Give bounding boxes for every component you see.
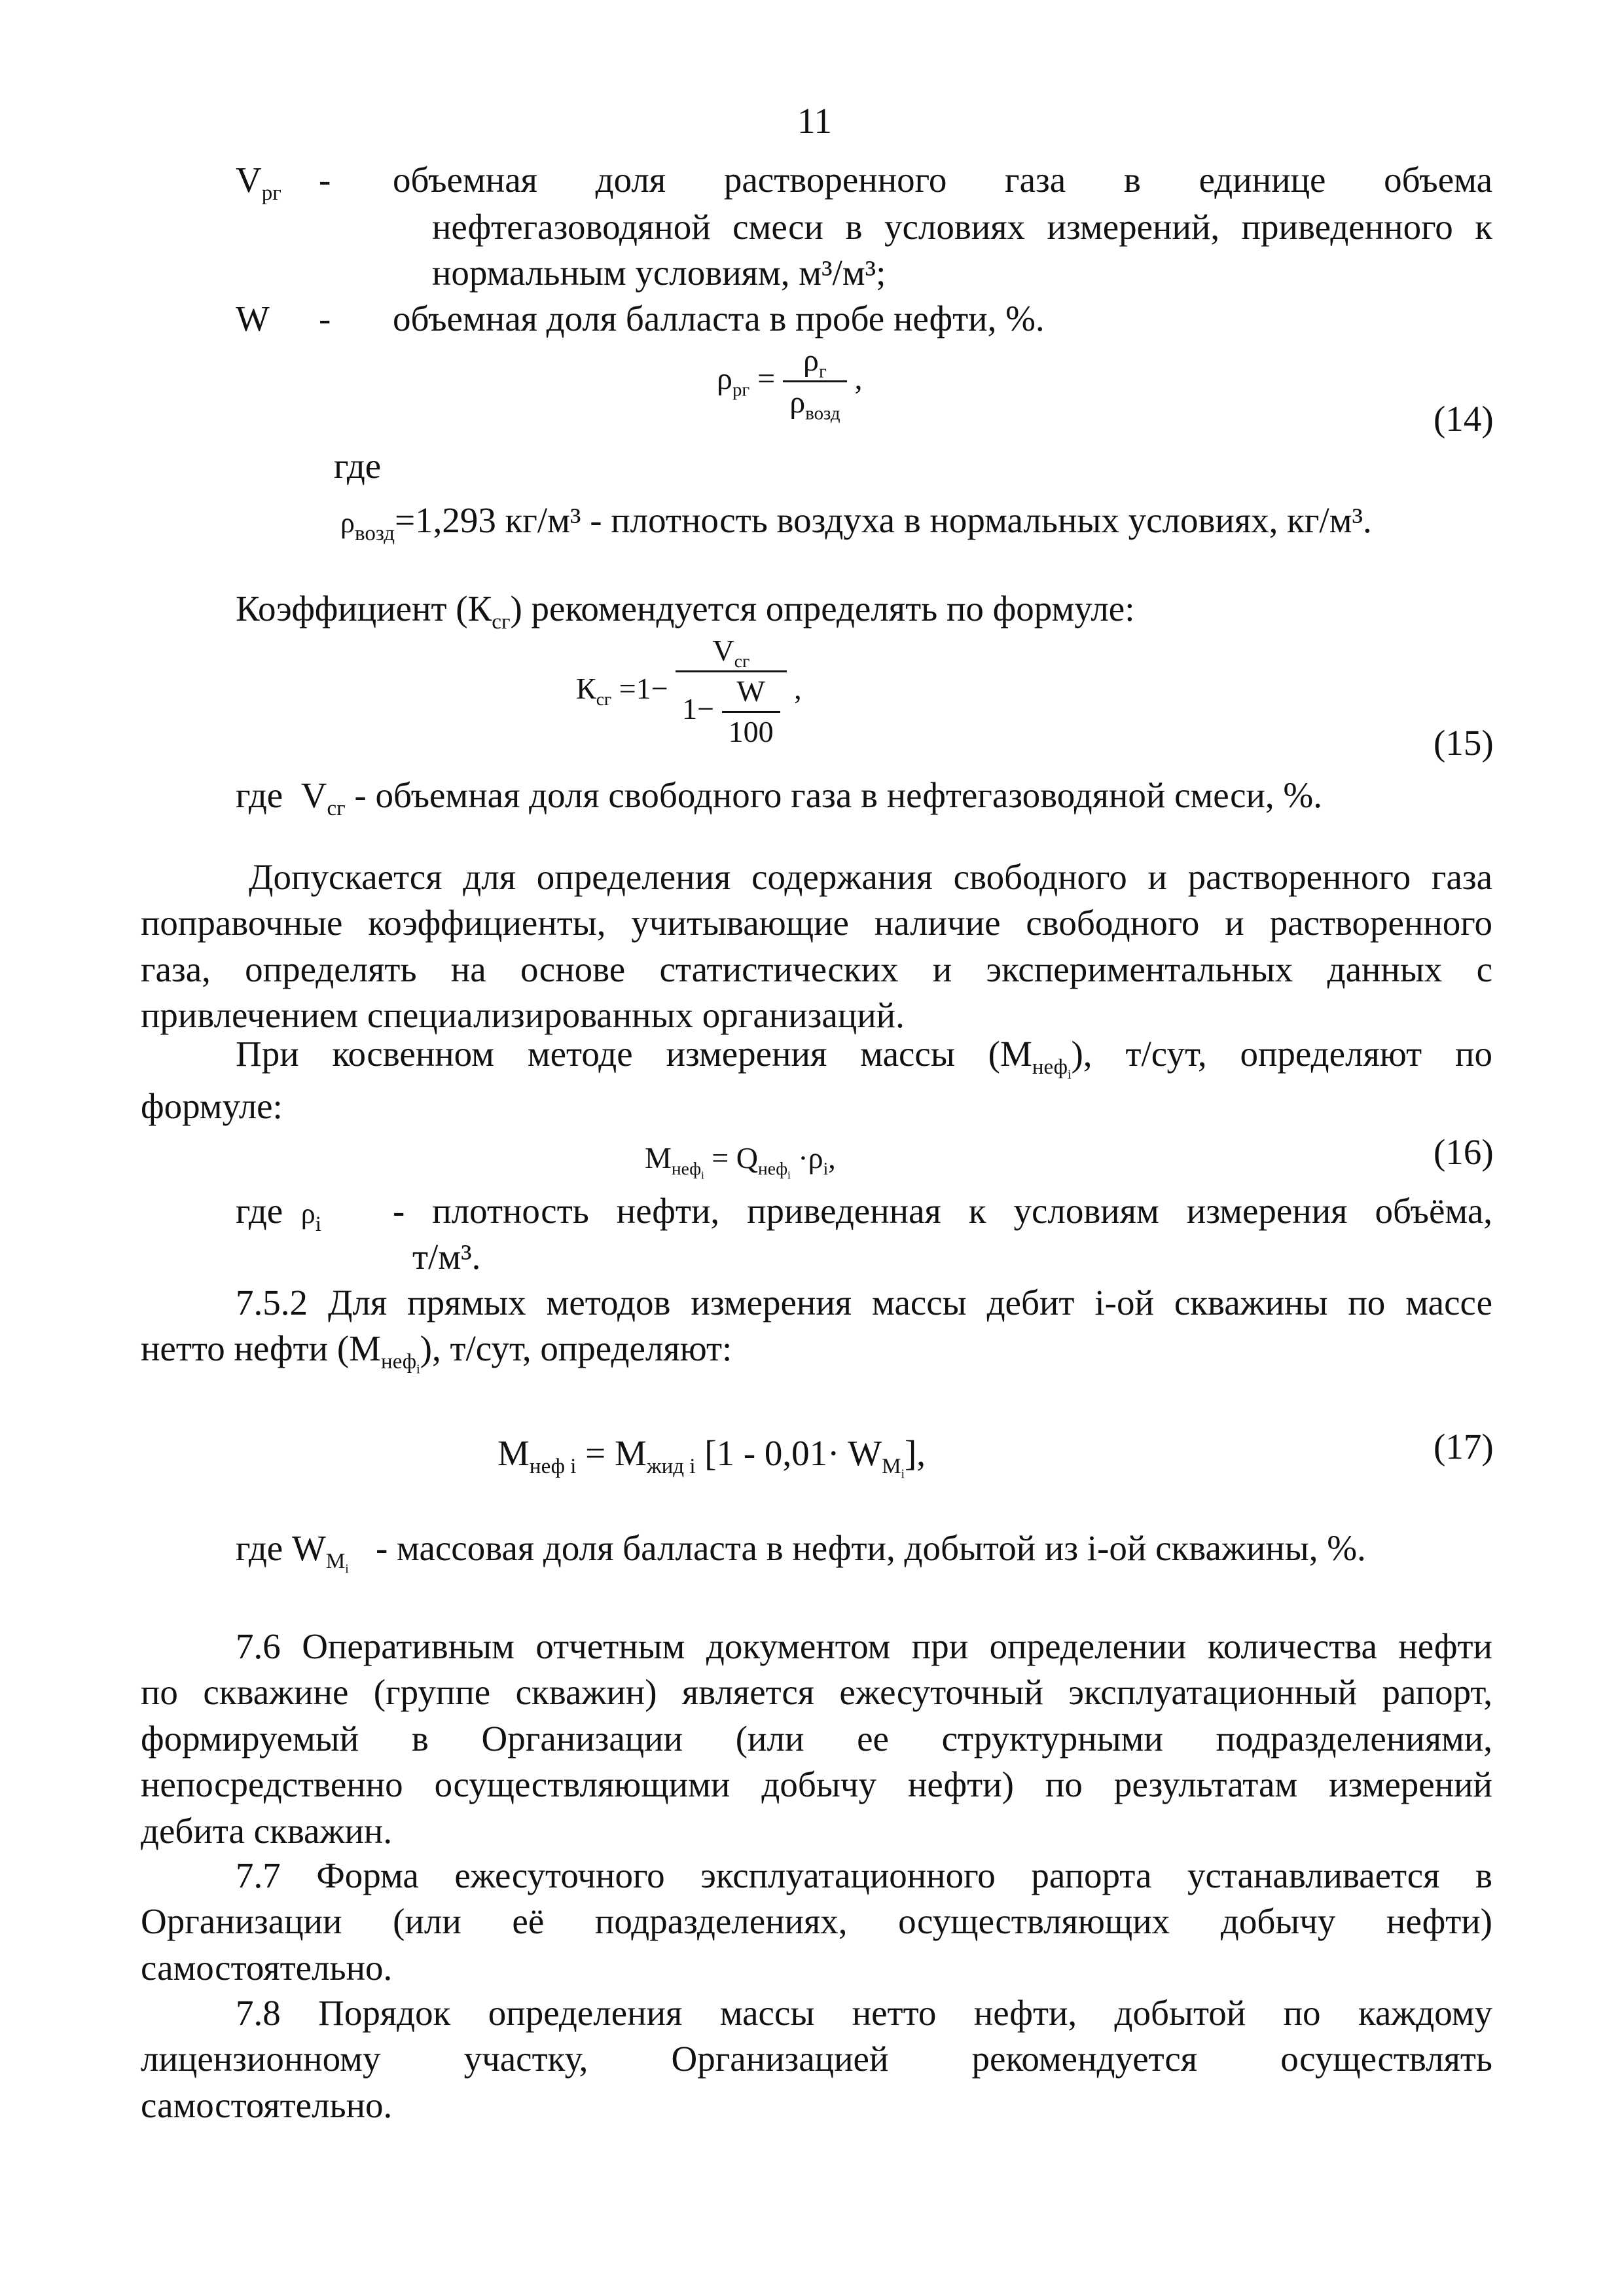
- q-symbol: Q: [736, 1141, 758, 1175]
- inner-one-minus: 1−: [682, 691, 715, 725]
- paragraph-line: 7.6 Оперативным отчетным документом при определении количества нефти: [236, 1626, 1492, 1666]
- where-label: где: [236, 1191, 283, 1231]
- rho-air-text: - плотность воздуха в нормальных условиях, кг/м³.: [590, 500, 1372, 540]
- coef-intro-end: ) рекомендуется определять по формуле:: [510, 589, 1135, 629]
- w-sub: M: [882, 1455, 901, 1478]
- equation-14-number: (14): [1434, 399, 1494, 439]
- paragraph-line: формуле:: [141, 1086, 283, 1127]
- v-sub: сг: [327, 797, 346, 820]
- paragraph-line: непосредственно осуществляющими добычу нефти) по результатам измерений: [141, 1764, 1492, 1805]
- q-sub: неф: [757, 1158, 788, 1179]
- paragraph-line: газа, определять на основе статистических и экспериментальных данных с: [141, 949, 1492, 989]
- line-start: нетто нефти (М: [141, 1328, 382, 1369]
- paragraph-line: самостоятельно.: [141, 2085, 393, 2125]
- fraction-denominator: [783, 382, 846, 425]
- rho-symbol: ρ: [717, 361, 732, 396]
- paragraph-line: по скважине (группе скважин) является ежесуточный эксплуатационный рапорт,: [141, 1672, 1492, 1713]
- equation-17: [497, 1430, 926, 1482]
- where-label: где W: [236, 1528, 326, 1568]
- equals-sign: =: [757, 361, 776, 396]
- definition-w-dash: -: [319, 299, 331, 338]
- equals-sign: =: [712, 1141, 729, 1175]
- where-rho-text: - плотность нефти, приведенная к условиям измерения объёма,: [393, 1191, 1492, 1231]
- paragraph-allowed: [141, 854, 1492, 1039]
- where-vsg-text: - объемная доля свободного газа в нефтегазоводяной смеси, %.: [354, 775, 1322, 815]
- paragraph-line: дебита скважин.: [141, 1810, 393, 1851]
- paragraph-line: поправочные коэффициенты, учитывающие наличие свободного и растворенного: [141, 903, 1492, 943]
- where-label-1: где: [334, 446, 382, 486]
- k-symbol: К: [576, 671, 596, 705]
- outer-fraction: [676, 632, 786, 752]
- line-subsub: i: [1067, 1067, 1072, 1082]
- paragraph-line: Допускается для определения содержания свободного и растворенного газа: [249, 857, 1492, 897]
- paragraph-line: [141, 1326, 1492, 1377]
- paragraph-76: [141, 1624, 1492, 1854]
- where-vsg: [236, 773, 1322, 818]
- paragraph-indirect: [141, 1031, 1492, 1130]
- line-start: При косвенном методе измерения массы (М: [236, 1034, 1032, 1074]
- w-subsub: i: [345, 1561, 349, 1576]
- v-symbol: V: [712, 634, 734, 667]
- equals-m: = М: [585, 1433, 647, 1473]
- line-end: ), т/сут, определяют по: [1071, 1034, 1492, 1074]
- num-sub: г: [818, 361, 827, 382]
- v-symbol: V: [300, 775, 327, 815]
- rho-sub: i: [315, 1212, 321, 1236]
- paragraph-line: 7.7 Форма ежесуточного эксплуатационного рапорта устанавливается в: [236, 1855, 1492, 1895]
- bracket-close: ],: [904, 1433, 926, 1473]
- paragraph-line: Организации (или её подразделениях, осуществляющих добычу нефти): [141, 1901, 1492, 1942]
- fraction-numerator: [783, 340, 846, 382]
- fraction: [783, 340, 846, 423]
- rho-sub: возд: [354, 522, 395, 545]
- coef-intro: [236, 586, 1134, 632]
- inner-fraction: [722, 672, 780, 752]
- rho-air-definition: [340, 498, 1372, 543]
- paragraph-line: лицензионному участку, Организацией рекомендуется осуществлять: [141, 2039, 1492, 2079]
- w-subsub: i: [901, 1467, 905, 1482]
- m-rhs-sub: жид i: [646, 1455, 696, 1478]
- coef-intro-start: Коэффициент (К: [236, 589, 492, 629]
- den-symbol: ρ: [789, 385, 806, 420]
- equation-comma: ,: [828, 1141, 836, 1175]
- rho-symbol: ρ: [340, 507, 355, 539]
- paragraph-line: формируемый в Организации (или ее структурными подразделениями,: [141, 1718, 1492, 1758]
- equation-comma: ,: [794, 671, 802, 705]
- equation-16-number: (16): [1434, 1132, 1494, 1172]
- m-sub: неф: [671, 1158, 702, 1179]
- den-sub: возд: [805, 403, 840, 425]
- m-sub: неф i: [529, 1455, 577, 1478]
- definition-w-text: объемная доля балласта в пробе нефти, %.: [393, 299, 1045, 338]
- w-sub: M: [325, 1550, 346, 1573]
- definition-vrg-line3: нормальным условиям, м³/м³;: [432, 253, 886, 293]
- equation-comma: ,: [854, 361, 863, 396]
- equation-17-number: (17): [1434, 1427, 1494, 1467]
- paragraph-line: [141, 1031, 1492, 1082]
- line-sub: неф: [1032, 1055, 1068, 1079]
- v-sub: сг: [734, 651, 750, 672]
- where-rho-text2: т/м³.: [412, 1237, 481, 1277]
- paragraph-77: [141, 1853, 1492, 1991]
- definition-w-symbol: W: [236, 299, 270, 338]
- k-sub: сг: [596, 689, 612, 710]
- coef-intro-sub: сг: [492, 610, 511, 634]
- bracket-expression: [1 - 0,01· W: [704, 1433, 882, 1473]
- inner-denominator: 100: [728, 714, 774, 748]
- definition-vrg-dash: -: [319, 160, 331, 200]
- equation-16: [645, 1139, 836, 1182]
- outer-denominator: [676, 672, 786, 752]
- rho-air-value: =1,293 кг/м³: [395, 500, 581, 540]
- where-wm-text: - массовая доля балласта в нефти, добытой из i-ой скважины, %.: [375, 1528, 1366, 1568]
- definition-vrg-symbol: [236, 157, 281, 203]
- paragraph-line: 7.8 Порядок определения массы нетто нефти, добытой по каждому: [236, 1993, 1492, 2033]
- rho-symbol: ρ: [300, 1197, 316, 1230]
- rho-sub: рг: [732, 379, 750, 401]
- num-symbol: ρ: [803, 343, 819, 378]
- m-symbol: М: [497, 1433, 530, 1473]
- line-end: ), т/сут, определяют:: [420, 1328, 732, 1369]
- multiply-dot: ·: [798, 1141, 808, 1175]
- one-minus: =1−: [619, 671, 668, 705]
- inner-numerator: W: [722, 672, 780, 713]
- equation-14: [717, 340, 863, 423]
- equation-15-number: (15): [1434, 723, 1494, 763]
- symbol-v: V: [236, 160, 262, 200]
- paragraph-line: привлечением специализированных организаций.: [141, 995, 905, 1036]
- line-sub: неф: [381, 1350, 417, 1374]
- q-subsub: i: [787, 1169, 791, 1182]
- definition-vrg-line2: нефтегазоводяной смеси в условиях измерений, приведенного к: [432, 207, 1492, 247]
- m-subsub: i: [701, 1169, 704, 1182]
- equation-15: [576, 632, 802, 752]
- symbol-sub: рг: [261, 181, 281, 205]
- rho-sub: i: [823, 1158, 829, 1179]
- where-rho-label: [236, 1188, 321, 1234]
- rho-symbol: ρ: [808, 1141, 823, 1175]
- paragraph-752: [141, 1280, 1492, 1377]
- paragraph-line: 7.5.2 Для прямых методов измерения массы дебит i-ой скважины по массе: [236, 1283, 1492, 1322]
- where-wm: [236, 1525, 1366, 1576]
- outer-numerator: [676, 632, 786, 672]
- paragraph-line: самостоятельно.: [141, 1947, 393, 1988]
- paragraph-78: [141, 1990, 1492, 2128]
- line-subsub: i: [416, 1362, 420, 1377]
- where-label: где: [236, 775, 283, 815]
- definition-vrg-line1: объемная доля растворенного газа в единице объема: [393, 160, 1492, 200]
- page-number: 11: [797, 101, 832, 141]
- m-symbol: М: [645, 1141, 672, 1175]
